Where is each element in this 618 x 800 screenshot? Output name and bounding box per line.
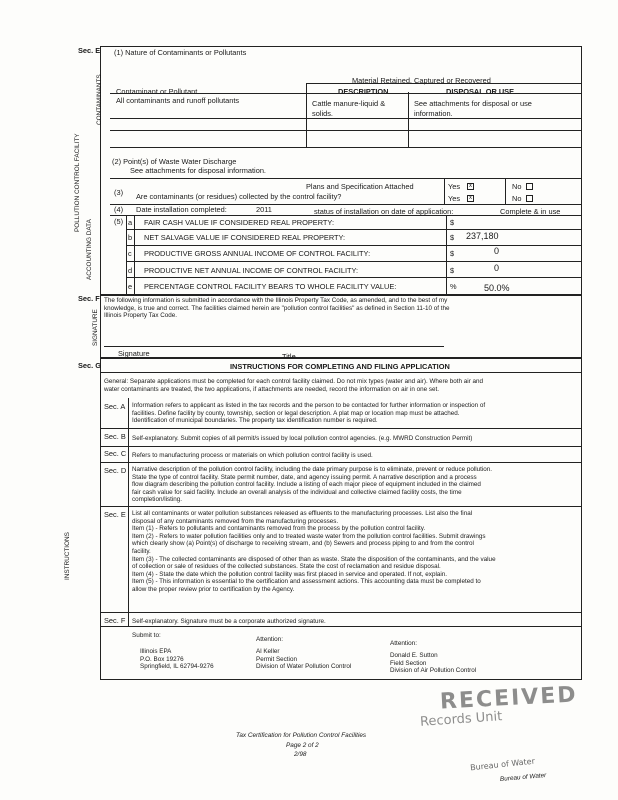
- submit-to-label: Submit to:: [132, 632, 161, 639]
- attention-block-2: [390, 652, 530, 675]
- sub-sec-e-line-8: of collection or sale of residues of the collected substances. State the cost of reclamation and residue disposal.: [132, 563, 441, 571]
- col1-head: Contaminant or Pollutant: [116, 87, 198, 96]
- plans-label: Plans and Specification Attached: [306, 182, 414, 191]
- sec-e-side-label-2: CONTAMINANTS: [96, 74, 103, 125]
- title-label: Title: [282, 352, 296, 361]
- submit-address-line-1: Illinois EPA: [140, 648, 172, 655]
- sub-sec-e-line-4: Item (2) - Refers to water pollution facilities only and to treated waste water from the pollution control facilities. Submit drawings: [132, 532, 486, 540]
- signature-label: Signature: [118, 349, 150, 358]
- sub-sec-c-tag: Sec. C: [104, 449, 127, 458]
- sub-sec-d-line-4: fair cash value for said facility. Include an overall analysis of the individual and collective claimed facility costs, the time: [132, 488, 462, 496]
- footer-title: Tax Certification for Pollution Control Facilities: [236, 732, 367, 739]
- sec-e-tag: Sec. E: [78, 46, 101, 55]
- sec-e-side-label: POLLUTION CONTROL FACILITY: [74, 133, 81, 232]
- submit-address: [140, 648, 250, 671]
- q4-text: Date installation completed:: [136, 205, 227, 214]
- col2-sub-a: Cattle manure-liquid &: [312, 99, 386, 108]
- q1-title: (1) Nature of Contaminants or Pollutants: [114, 48, 247, 57]
- sub-sec-b-tag: Sec. B: [104, 432, 126, 441]
- handwritten-note: Bureau of Water: [499, 771, 547, 784]
- sub-sec-b-text: [132, 435, 576, 443]
- q4-num: (4): [114, 205, 124, 214]
- title-line[interactable]: [274, 346, 444, 347]
- received-stamp: RECEIVED: [439, 682, 579, 715]
- row-a-sym: $: [450, 218, 455, 227]
- general-text-2: water contaminants are treated, the two applications, if attachments are needed, record the information on air in one set.: [104, 385, 439, 393]
- sub-sec-d-line-2: State the type of control facility. State permit number, date, and agency issuing permit. A narrative description and a process: [132, 473, 477, 481]
- row-c-value: 0: [494, 246, 500, 256]
- sec-f-tag: Sec. F: [78, 294, 100, 303]
- sub-sec-c-text: [132, 452, 576, 460]
- signature-line[interactable]: [104, 346, 284, 347]
- sub-sec-e-line-2: disposal of any contaminants removed from the manufacturing processes.: [132, 517, 339, 525]
- material-header: Material Retained, Captured or Recovered: [352, 76, 491, 85]
- attention-2-line-1: Donald E. Sutton: [390, 652, 438, 659]
- plans-no-checkbox[interactable]: [526, 183, 533, 190]
- row-d-value: 0: [494, 263, 500, 273]
- attention-1-line-2: Permit Section: [256, 655, 297, 663]
- q3-yes-checkbox[interactable]: x: [469, 195, 472, 201]
- row-d-sym: $: [450, 266, 455, 275]
- attention-2-line-2: Field Section: [390, 659, 427, 667]
- sub-sec-e-line-3: Item (1) - Refers to pollutants and contaminants removed from the process by the pollution control facility.: [132, 525, 426, 533]
- row-e-value: 50.0%: [484, 283, 510, 293]
- q4-status-label: status of installation on date of application:: [314, 207, 454, 216]
- sub-sec-e-tag: Sec. E: [104, 510, 126, 519]
- sec-f-side-label: SIGNATURE: [92, 309, 99, 346]
- sec-f-text: [104, 297, 578, 320]
- sub-sec-e-line-5: which clearly show (a) Point(s) of discharge to receiving stream, and (b) Sewers and process piping to and from the control: [132, 540, 474, 548]
- attention-1-line-1: Al Keller: [256, 648, 280, 655]
- sub-sec-a-tag: Sec. A: [104, 402, 126, 411]
- sec-g-side-label: INSTRUCTIONS: [64, 532, 71, 580]
- submit-address-line-3: Springfield, IL 62794-9276: [140, 663, 214, 671]
- q2-title: (2) Point(s) of Waste Water Discharge: [112, 157, 237, 166]
- row-c-sym: $: [450, 249, 455, 258]
- sec-f-text-3: Illinois Property Tax Code.: [104, 312, 178, 320]
- col3-head: DISPOSAL OR USE: [446, 87, 515, 96]
- col2-head: DESCRIPTION: [338, 87, 389, 96]
- sub-sec-f-text: [132, 618, 576, 626]
- sub-sec-a-line-2: facilities. Define facility by county, township, section or legal description. A plat map or location map must be attached.: [132, 409, 460, 417]
- q3-no-checkbox[interactable]: [526, 195, 533, 202]
- stamp-line-3: Bureau of Water: [469, 756, 536, 773]
- row-c-text: PRODUCTIVE GROSS ANNUAL INCOME OF CONTROL FACILITY:: [144, 249, 371, 258]
- sub-sec-c-line-1: Refers to manufacturing process or materials on which pollution control facility is used.: [132, 452, 373, 459]
- row-b-sym: $: [450, 233, 455, 242]
- general-text-1: General: Separate applications must be completed for each control facility claimed. Do not mix types (water and air). Where both air and: [104, 378, 484, 385]
- col3-sub-a: See attachments for disposal or use: [414, 99, 532, 108]
- sub-sec-e-line-7: Item (3) - The collected contaminants are disposed of other than as waste. State the disposition of the contaminants, and the value: [132, 555, 496, 563]
- sub-sec-a-line-3: Identification of municipal boundaries. The property tax identification number is required.: [132, 417, 378, 425]
- col3-sub-b: information.: [414, 109, 453, 118]
- q3-yes-label: Yes: [448, 194, 461, 203]
- row-c-letter: c: [128, 249, 132, 258]
- row-e-sym: %: [450, 282, 457, 291]
- sub-sec-d-text: [132, 466, 576, 504]
- sub-sec-b-line-1: Self-explanatory. Submit copies of all permit/s issued by local pollution control agencies. (e.g. MWRD Construction Permit): [132, 435, 473, 442]
- plans-yes-label: Yes: [448, 182, 461, 191]
- sec-f-text-1: The following information is submitted in accordance with the Illinois Property Tax Code, as amended, and to the best of my: [104, 297, 448, 304]
- sub-sec-f-line-1: Self-explanatory. Signature must be a corporate authorized signature.: [132, 618, 326, 625]
- attention-2-line-3: Division of Air Pollution Control: [390, 667, 477, 675]
- instructions-title: INSTRUCTIONS FOR COMPLETING AND FILING APPLICATION: [230, 362, 450, 371]
- q3-no-label: No: [512, 194, 522, 203]
- sec-e-side-label-3: ACCOUNTING DATA: [86, 219, 93, 280]
- row-d-letter: d: [128, 266, 133, 275]
- row-a-text: FAIR CASH VALUE IF CONSIDERED REAL PROPERTY:: [144, 218, 335, 227]
- sub-sec-a-text: [132, 402, 576, 425]
- q4-year: 2011: [256, 205, 272, 214]
- sub-sec-e-line-1: List all contaminants or water pollution substances released as effluents to the manufacturing processes. List also the final: [132, 510, 473, 517]
- row-a-letter: a: [128, 218, 133, 227]
- q3-num: (3): [114, 188, 124, 197]
- col1-sub: All contaminants and runoff pollutants: [116, 96, 240, 105]
- q3-text: Are contaminants (or residues) collected by the control facility?: [136, 192, 342, 201]
- sub-sec-a-line-1: Information refers to applicant as listed in the tax records and the person to be contacted for further information or inspection of: [132, 402, 486, 409]
- plans-no-label: No: [512, 182, 522, 191]
- footer-code: 2/98: [294, 751, 307, 758]
- stamp-line-2: Records Unit: [419, 709, 503, 730]
- attention-label-1: Attention:: [256, 636, 284, 643]
- row-b-value: 237,180: [466, 231, 499, 241]
- sub-sec-e-line-10: Item (5) - This information is essential to the certification and assessment actions. This accounting data must be completed to: [132, 578, 481, 586]
- sub-sec-f-tag: Sec. F: [104, 616, 126, 625]
- general-text: [104, 378, 578, 393]
- attention-label-2: Attention:: [390, 640, 418, 647]
- footer-page: Page 2 of 2: [286, 742, 319, 749]
- sub-sec-e-line-11: allow the proper review prior to certification by the Agency.: [132, 585, 295, 593]
- submit-address-line-2: P.O. Box 19276: [140, 655, 184, 663]
- plans-yes-checkbox[interactable]: x: [469, 183, 472, 189]
- attention-1-line-3: Division of Water Pollution Control: [256, 663, 352, 671]
- sub-sec-d-line-5: completion/listing.: [132, 496, 183, 504]
- q2-sub: See attachments for disposal information.: [130, 166, 266, 175]
- sub-sec-e-line-6: facility.: [132, 547, 151, 555]
- sub-sec-d-line-3: flow diagram describing the pollution control facility. Include a listing of each major piece of equipment included in the claimed: [132, 481, 481, 489]
- sub-sec-e-text: [132, 510, 576, 594]
- sub-sec-d-line-1: Narrative description of the pollution control facility, including the date primary purpose is to eliminate, prevent or reduce pollution.: [132, 466, 493, 473]
- sub-sec-d-tag: Sec. D: [104, 466, 127, 475]
- row-e-letter: e: [128, 282, 133, 291]
- row-e-text: PERCENTAGE CONTROL FACILITY BEARS TO WHOLE FACILITY VALUE:: [144, 282, 397, 291]
- sub-sec-e-line-9: Item (4) - State the date which the pollution control facility was first placed in service and operated. If not, explain.: [132, 570, 448, 578]
- q4-status-value: Complete & in use: [500, 207, 561, 216]
- row-b-text: NET SALVAGE VALUE IF CONSIDERED REAL PROPERTY:: [144, 233, 346, 242]
- col2-sub-b: solids.: [312, 109, 333, 118]
- attention-block-1: [256, 648, 386, 671]
- row-d-text: PRODUCTIVE NET ANNUAL INCOME OF CONTROL FACILITY:: [144, 266, 359, 275]
- row-b-letter: b: [128, 233, 133, 242]
- q5-num: (5): [114, 217, 124, 226]
- sec-g-tag: Sec. G: [78, 361, 102, 370]
- sec-f-text-2: knowledge, is true and correct. The facilities claimed herein are "pollution control facilities" as defined in Section 11-10 of the: [104, 304, 450, 312]
